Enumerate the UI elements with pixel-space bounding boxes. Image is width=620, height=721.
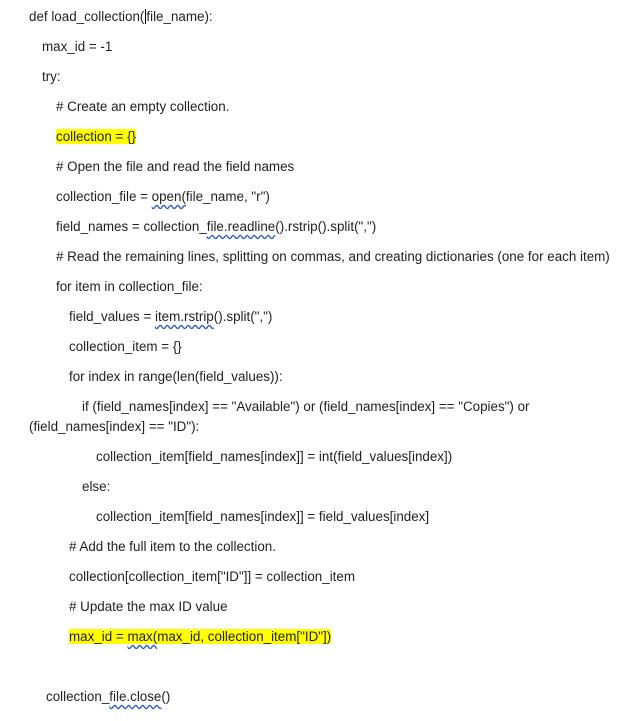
text-segment: collection_ <box>46 689 110 704</box>
line-text <box>69 539 276 554</box>
text-segment: file_name): <box>146 9 213 24</box>
code-line <box>82 398 530 416</box>
text-segment: collection_item[field_names[index]] = field_values[index] <box>96 509 430 524</box>
text-segment: ().split(",") <box>213 309 273 324</box>
code-line <box>69 598 228 616</box>
spellcheck-flagged-text: open( <box>151 189 186 204</box>
code-line <box>69 538 276 556</box>
highlighted-text <box>56 129 136 144</box>
line-text <box>56 279 203 294</box>
text-segment: for index in range(len(field_values)): <box>69 369 283 384</box>
text-segment: # Add the full item to the collection. <box>69 539 276 554</box>
text-segment: collection_item = {} <box>69 339 182 354</box>
line-text <box>56 249 610 264</box>
line-text <box>69 569 355 584</box>
code-line <box>69 568 355 586</box>
code-line <box>56 188 270 206</box>
text-segment: ().rstrip().split(",") <box>275 219 377 234</box>
text-segment: # Create an empty collection. <box>56 99 230 114</box>
code-line <box>56 248 610 266</box>
text-segment: # Open the file and read the field names <box>56 159 295 174</box>
text-segment: () <box>161 689 171 704</box>
line-text <box>56 189 270 204</box>
line-text <box>69 309 272 324</box>
text-segment: collection[collection_item["ID"]] = collection_item <box>69 569 356 584</box>
line-text <box>29 9 213 24</box>
text-segment: (field_names[index] == "ID"): <box>29 419 200 434</box>
code-line <box>69 628 331 646</box>
line-text <box>69 339 182 354</box>
line-text <box>46 689 170 704</box>
line-text <box>69 599 228 614</box>
text-segment: # Read the remaining lines, splitting on commas, and creating dictionaries (one for each item) <box>56 249 610 264</box>
code-line <box>96 448 452 466</box>
line-text <box>96 509 429 524</box>
line-text <box>69 369 283 384</box>
text-segment: file_name, "r") <box>185 189 270 204</box>
spellcheck-flagged-text: file.close <box>109 689 162 704</box>
code-line <box>29 8 213 26</box>
code-line <box>69 338 182 356</box>
line-text <box>96 449 452 464</box>
line-text <box>42 69 61 84</box>
code-line <box>56 218 376 236</box>
text-segment: def load_collection( <box>29 9 145 24</box>
line-text <box>56 99 229 114</box>
line-text <box>56 159 294 174</box>
code-line <box>56 158 294 176</box>
text-segment: field_names = collection_ <box>56 219 207 234</box>
code-line <box>56 98 229 116</box>
line-text <box>42 39 112 54</box>
text-segment: # Update the max ID value <box>69 599 228 614</box>
text-segment: collection = {} <box>56 129 137 144</box>
code-line <box>42 68 61 86</box>
line-text <box>29 419 199 434</box>
code-line <box>29 418 199 436</box>
text-segment: collection_item[field_names[index]] = int(field_values[index]) <box>96 449 453 464</box>
text-segment: max_id = -1 <box>42 39 113 54</box>
code-line <box>46 688 170 706</box>
line-text <box>82 479 110 494</box>
line-text <box>56 219 376 234</box>
code-line <box>56 128 136 146</box>
code-line <box>42 38 112 56</box>
code-line <box>56 278 203 296</box>
text-segment: if (field_names[index] == "Available") or (field_names[index] == "Copies") or <box>82 399 530 414</box>
text-segment: for item in collection_file: <box>56 279 203 294</box>
text-segment: max_id = <box>69 629 128 644</box>
line-text <box>82 399 530 414</box>
code-line <box>69 368 283 386</box>
code-line <box>69 308 272 326</box>
text-segment: max_id, collection_item["ID"]) <box>157 629 332 644</box>
code-line <box>96 508 429 526</box>
code-line <box>82 478 110 496</box>
spellcheck-flagged-text: file.readline <box>206 219 276 234</box>
text-segment: else: <box>82 479 111 494</box>
text-segment: collection_file = <box>56 189 152 204</box>
spellcheck-flagged-text: max( <box>127 629 158 644</box>
text-segment: field_values = <box>69 309 155 324</box>
text-segment: try: <box>42 69 61 84</box>
highlighted-text <box>69 629 331 644</box>
spellcheck-flagged-text: item.rstrip <box>154 309 214 324</box>
